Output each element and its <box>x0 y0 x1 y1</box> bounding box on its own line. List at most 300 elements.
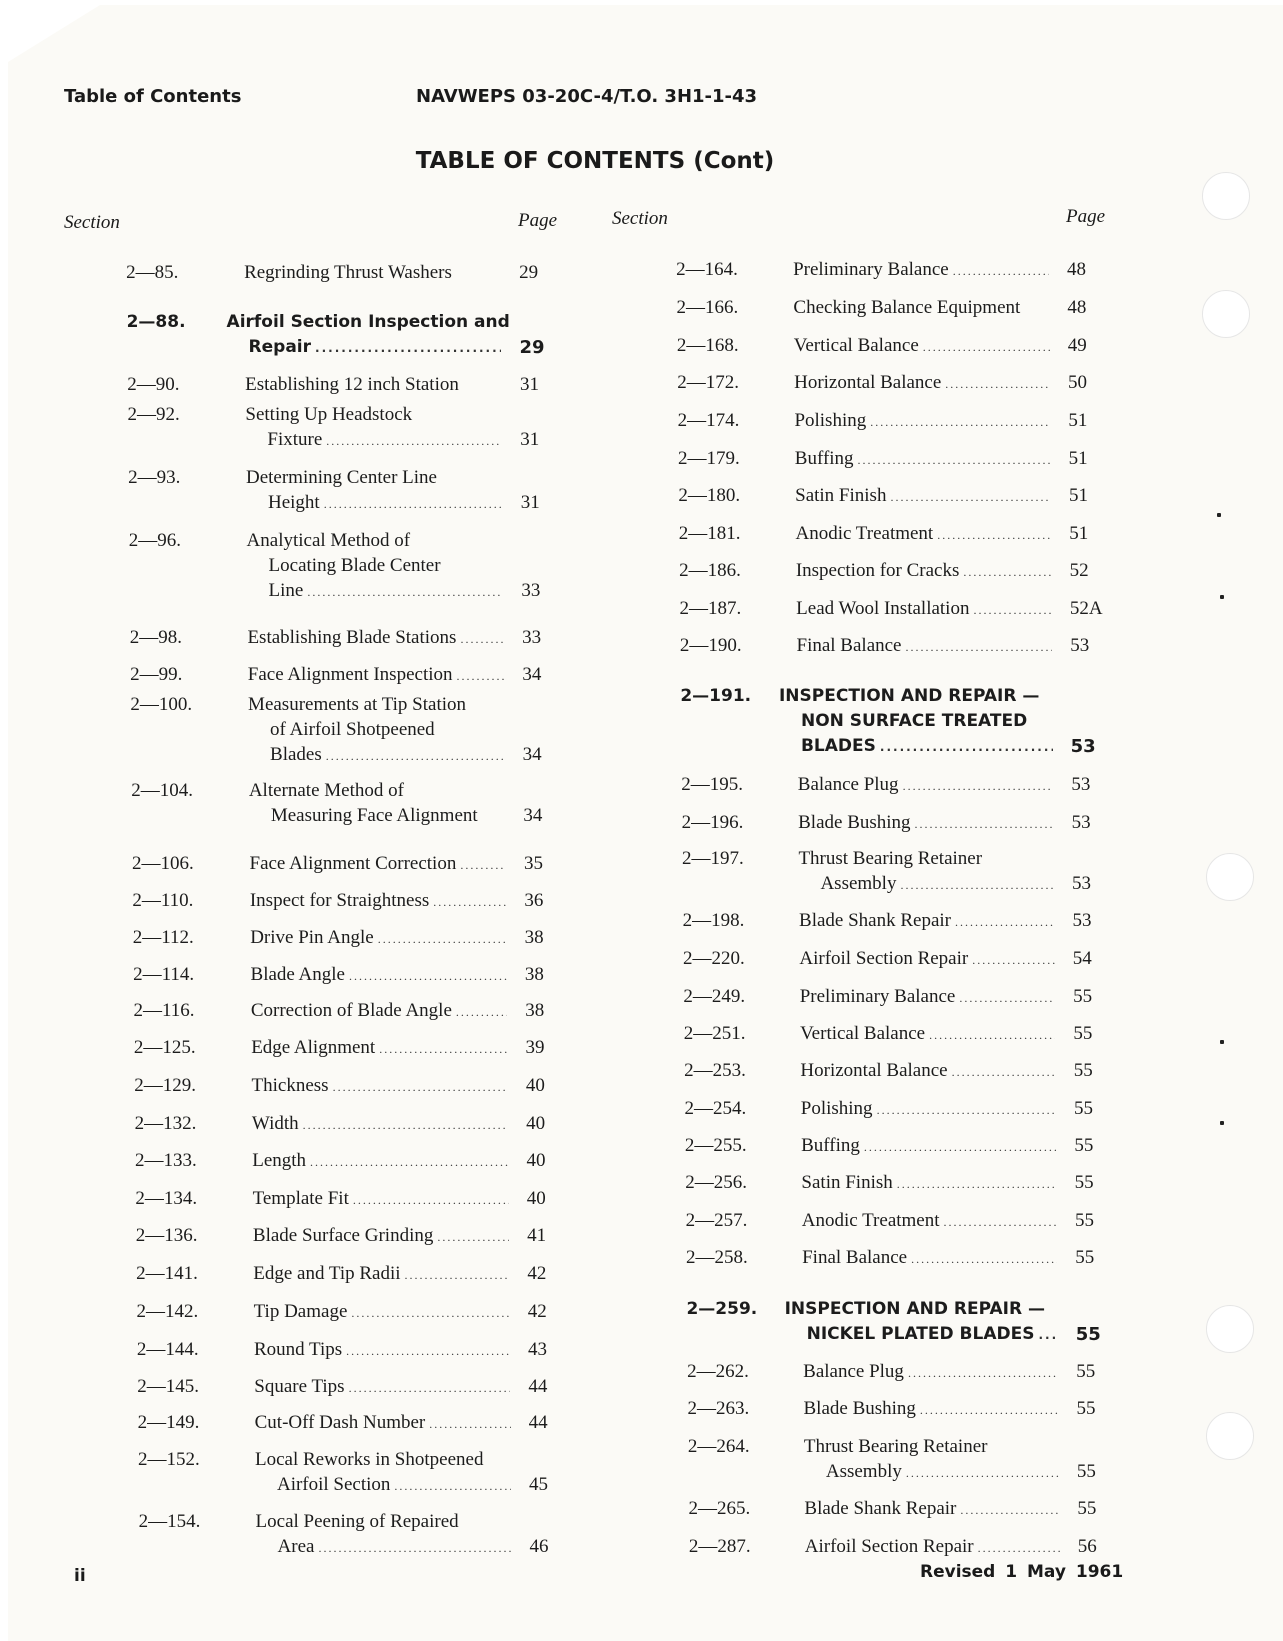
dot-leader <box>959 986 1055 1011</box>
toc-page-number: 31 <box>520 492 540 513</box>
dot-leader <box>915 812 1054 837</box>
toc-title-line: Blades <box>270 744 322 765</box>
toc-entry-title <box>802 1208 1061 1235</box>
dot-leader <box>929 1023 1055 1048</box>
toc-page-number: 29 <box>519 337 545 358</box>
toc-section-number: 2—154. <box>138 1511 201 1532</box>
toc-title-line: Blade Bushing <box>803 1398 916 1419</box>
toc-title-line: Thrust Bearing Retainer <box>803 1436 988 1457</box>
toc-title-line: Measuring Face Alignment <box>270 805 478 826</box>
toc-page-number: 36 <box>524 890 544 911</box>
toc-entry-title <box>252 1148 512 1175</box>
toc-page-number: 40 <box>526 1150 546 1171</box>
toc-section-number: 2—197. <box>681 848 744 869</box>
toc-page-number: 50 <box>1068 372 1087 393</box>
toc-title-line: INSPECTION AND REPAIR — <box>778 686 1040 706</box>
toc-page-number: 38 <box>525 1000 545 1021</box>
toc-page-number: 51 <box>1068 485 1088 506</box>
page-number: ii <box>74 1566 86 1586</box>
toc-entry-title <box>226 310 510 361</box>
toc-entry-title <box>252 1073 512 1100</box>
toc-section-number: 2—254. <box>684 1098 747 1119</box>
dot-leader <box>877 1098 1056 1123</box>
dot-leader <box>944 1210 1057 1235</box>
toc-section-number: 2—186. <box>679 560 741 581</box>
toc-page-number: 52 <box>1069 560 1089 581</box>
dot-leader <box>353 1188 509 1213</box>
toc-page-number: 55 <box>1075 1324 1101 1345</box>
toc-section-number: 2—168. <box>676 335 739 356</box>
toc-title-line: Vertical Balance <box>793 335 919 356</box>
toc-title-line: Balance Plug <box>803 1361 904 1382</box>
dot-leader <box>864 1135 1056 1160</box>
toc-entry-title <box>250 851 510 878</box>
dot-leader <box>405 1263 510 1288</box>
toc-entry-title <box>799 908 1058 935</box>
toc-entry-title <box>253 1186 513 1213</box>
toc-page-number: 42 <box>527 1301 547 1322</box>
dot-leader <box>326 429 502 454</box>
toc-title-line: Establishing Blade Stations <box>247 627 457 648</box>
dot-leader <box>858 448 1051 473</box>
toc-title-line: Thrust Bearing Retainer <box>798 848 983 869</box>
toc-section-number: 2—256. <box>685 1172 747 1193</box>
binder-hole <box>1202 290 1250 338</box>
toc-entry-title <box>804 1396 1063 1423</box>
toc-entry-title <box>248 662 509 689</box>
dot-leader <box>378 927 507 952</box>
toc-entry-title <box>794 370 1054 397</box>
toc-page-number: 38 <box>524 927 544 948</box>
toc-page-number: 44 <box>528 1376 548 1397</box>
page-title: TABLE OF CONTENTS (Cont) <box>415 148 775 174</box>
binding-mark <box>1220 595 1224 599</box>
toc-title-line: Polishing <box>800 1098 873 1119</box>
toc-title-line: Assembly <box>820 873 897 894</box>
toc-title-line: Blade Shank Repair <box>804 1498 957 1519</box>
toc-section-number: 2—116. <box>133 1000 195 1021</box>
toc-section-number: 2—195. <box>681 774 743 795</box>
dot-leader <box>906 1461 1059 1486</box>
dot-leader <box>978 1536 1060 1561</box>
toc-section-number: 2—134. <box>135 1188 198 1209</box>
toc-section-number: 2—187. <box>679 598 742 619</box>
toc-title-line: Establishing 12 inch Station <box>245 374 459 395</box>
toc-page-number: 55 <box>1074 1172 1094 1193</box>
toc-section-number: 2—149. <box>137 1412 200 1433</box>
toc-page-number: 56 <box>1077 1536 1097 1557</box>
toc-page-number: 55 <box>1076 1461 1096 1482</box>
toc-page-number: 55 <box>1073 986 1093 1007</box>
toc-section-number: 2—85. <box>126 262 179 283</box>
toc-section-number: 2—191. <box>680 686 752 706</box>
toc-section-number: 2—133. <box>134 1150 197 1171</box>
toc-section-number: 2—114. <box>133 964 195 985</box>
toc-entry-title <box>798 810 1058 837</box>
toc-entry-title <box>794 333 1054 360</box>
toc-entry-title <box>785 1297 1062 1348</box>
toc-title-line: Analytical Method of <box>246 530 411 551</box>
toc-title-line: Blade Surface Grinding <box>252 1225 434 1246</box>
dot-leader <box>303 1113 509 1138</box>
toc-entry-title <box>801 1133 1060 1160</box>
toc-section-number: 2—96. <box>128 530 182 551</box>
dot-leader <box>952 1060 1056 1085</box>
toc-title-line: Balance Plug <box>797 774 899 795</box>
toc-title-line: Round Tips <box>253 1339 343 1360</box>
toc-title-line: Polishing <box>794 410 867 431</box>
toc-title-line: Satin Finish <box>801 1172 893 1193</box>
toc-entry-title <box>251 1035 511 1062</box>
toc-entry-title <box>795 446 1055 473</box>
toc-title-line: Repair <box>248 337 312 357</box>
dot-leader <box>379 1037 507 1062</box>
toc-title-line: Inspection for Cracks <box>795 560 960 581</box>
toc-entry-title <box>796 558 1056 585</box>
dot-leader <box>324 492 503 517</box>
toc-page-number: 33 <box>522 627 542 648</box>
binder-hole <box>1202 172 1250 220</box>
toc-section-number: 2—141. <box>136 1263 198 1284</box>
toc-title-line: Square Tips <box>254 1376 345 1397</box>
binding-mark <box>1217 513 1221 517</box>
toc-section-number: 2—259. <box>686 1299 758 1319</box>
toc-entry-title <box>804 1434 1063 1486</box>
toc-entry-title <box>779 684 1057 760</box>
toc-title-line: BLADES <box>800 736 876 756</box>
toc-page-number: 38 <box>524 964 544 985</box>
dot-leader <box>880 735 1053 760</box>
toc-page-number: 31 <box>520 374 540 395</box>
toc-page-number: 49 <box>1067 335 1087 356</box>
toc-title-line: Tip Damage <box>253 1301 348 1322</box>
running-header-left: Table of Contents <box>64 86 242 107</box>
toc-page-number: 53 <box>1072 910 1092 931</box>
toc-entry-title <box>802 1245 1061 1272</box>
toc-page-number: 53 <box>1071 812 1091 833</box>
revision-date: Revised 1 May 1961 <box>920 1562 1124 1582</box>
toc-title-line: Inspect for Straightness <box>249 890 430 911</box>
toc-title-line: Preliminary Balance <box>799 986 956 1007</box>
toc-title-line: of Airfoil Shotpeened <box>270 719 435 740</box>
toc-section-number: 2—152. <box>137 1449 200 1470</box>
toc-title-line: Blade Bushing <box>798 812 911 833</box>
toc-entry-title <box>804 1496 1063 1523</box>
toc-title-line: Edge Alignment <box>251 1037 376 1058</box>
toc-page-number: 39 <box>525 1037 545 1058</box>
toc-page-number: 51 <box>1068 448 1088 469</box>
toc-entry-title <box>254 1374 514 1401</box>
toc-page-number: 34 <box>523 805 543 826</box>
toc-section-number: 2—132. <box>134 1113 197 1134</box>
toc-section-number: 2—174. <box>677 410 740 431</box>
toc-title-line: Locating Blade Center <box>268 555 441 576</box>
dot-leader <box>972 948 1055 973</box>
toc-title-line: Horizontal Balance <box>800 1060 948 1081</box>
toc-entry-title <box>800 1021 1059 1048</box>
dot-leader <box>351 1301 509 1326</box>
dot-leader <box>897 1172 1057 1197</box>
toc-page-number: 48 <box>1067 259 1087 280</box>
left-section-header: Section <box>64 212 120 233</box>
toc-entry-title <box>252 1111 512 1138</box>
dot-leader <box>973 598 1051 623</box>
toc-entry-title <box>251 998 511 1025</box>
toc-title-line: Checking Balance Equipment <box>793 297 1021 318</box>
toc-page-number: 55 <box>1077 1498 1097 1519</box>
toc-section-number: 2—264. <box>687 1436 750 1457</box>
toc-section-number: 2—179. <box>677 448 740 469</box>
dot-leader <box>870 410 1050 435</box>
toc-section-number: 2—144. <box>136 1339 199 1360</box>
toc-title-line: Preliminary Balance <box>793 259 949 280</box>
binding-mark <box>1220 1121 1224 1125</box>
toc-page-number: 40 <box>526 1113 546 1134</box>
toc-section-number: 2—253. <box>684 1060 746 1081</box>
binder-hole <box>1206 1305 1254 1353</box>
toc-page-number: 45 <box>528 1474 548 1495</box>
toc-page-number: 33 <box>521 580 541 601</box>
dot-leader <box>318 1536 511 1561</box>
dot-leader <box>908 1361 1058 1386</box>
toc-title-line: Airfoil Section <box>276 1474 391 1495</box>
toc-entry-title <box>253 1223 513 1250</box>
right-section-header: Section <box>612 208 668 229</box>
toc-section-number: 2—262. <box>687 1361 749 1382</box>
toc-entry-title <box>800 1058 1059 1085</box>
toc-title-line: Cut-Off Dash Number <box>254 1412 426 1433</box>
toc-page-number: 42 <box>527 1263 547 1284</box>
toc-section-number: 2—287. <box>688 1536 751 1557</box>
toc-entry-title <box>249 778 510 828</box>
toc-entry-title <box>246 465 507 517</box>
toc-section-number: 2—92. <box>127 404 180 425</box>
toc-title-line: Alternate Method of <box>248 780 404 801</box>
toc-title-line: Edge and Tip Radii <box>253 1263 401 1284</box>
toc-page-number: 55 <box>1073 1023 1093 1044</box>
toc-section-number: 2—166. <box>676 297 739 318</box>
toc-page-number: 40 <box>526 1188 546 1209</box>
dot-leader <box>457 664 505 689</box>
dot-leader <box>333 1075 508 1100</box>
dot-leader <box>460 853 506 878</box>
toc-page-number: 43 <box>528 1339 548 1360</box>
toc-entry-title <box>250 888 510 915</box>
toc-title-line: Length <box>252 1150 307 1171</box>
dot-leader <box>349 964 507 989</box>
dot-leader <box>307 580 503 605</box>
toc-entry-title <box>799 946 1058 973</box>
dot-leader <box>920 1398 1059 1423</box>
toc-title-line: Airfoil Section Repair <box>804 1536 974 1557</box>
toc-page-number: 41 <box>527 1225 547 1246</box>
dot-leader <box>394 1474 511 1499</box>
toc-section-number: 2—263. <box>687 1398 750 1419</box>
toc-entry-title <box>255 1410 515 1437</box>
toc-entry-title <box>796 596 1056 623</box>
toc-title-line: Fixture <box>267 429 323 450</box>
toc-title-line: Drive Pin Angle <box>250 927 374 948</box>
toc-title-line: Correction of Blade Angle <box>250 1000 452 1021</box>
toc-page-number: 53 <box>1071 873 1091 894</box>
toc-section-number: 2—257. <box>685 1210 748 1231</box>
dot-leader <box>460 627 504 652</box>
toc-title-line: Horizontal Balance <box>794 372 942 393</box>
toc-section-number: 2—125. <box>133 1037 196 1058</box>
toc-title-line: Local Peening of Repaired <box>255 1511 459 1532</box>
toc-page-number: 55 <box>1074 1210 1094 1231</box>
toc-page-number: 55 <box>1074 1098 1094 1119</box>
toc-page-number: 44 <box>528 1412 548 1433</box>
toc-section-number: 2—112. <box>132 927 194 948</box>
dot-leader <box>900 873 1054 898</box>
toc-title-line: NON SURFACE TREATED <box>800 711 1028 731</box>
toc-section-number: 2—110. <box>132 890 194 911</box>
toc-entry-title <box>256 1509 516 1561</box>
toc-page-number: 40 <box>525 1075 545 1096</box>
toc-title-line: Airfoil Section Repair <box>799 948 969 969</box>
toc-page-number: 55 <box>1074 1135 1094 1156</box>
dot-leader <box>437 1225 509 1250</box>
dot-leader <box>953 259 1049 284</box>
toc-title-line: Satin Finish <box>795 485 887 506</box>
toc-section-number: 2—136. <box>135 1225 198 1246</box>
toc-page-number: 53 <box>1070 635 1090 656</box>
dot-leader <box>310 1150 508 1175</box>
toc-page-number: 52A <box>1069 598 1103 619</box>
toc-entry-title <box>250 925 510 952</box>
toc-section-number: 2—106. <box>132 853 194 874</box>
toc-title-line: Template Fit <box>252 1188 349 1209</box>
toc-section-number: 2—180. <box>678 485 741 506</box>
toc-entry-title <box>244 260 505 285</box>
dot-leader <box>937 523 1051 548</box>
toc-section-number: 2—90. <box>127 374 180 395</box>
dot-leader <box>346 1339 510 1364</box>
toc-title-line: Final Balance <box>796 635 902 656</box>
toc-page-number: 31 <box>520 429 540 450</box>
toc-section-number: 2—100. <box>130 694 193 715</box>
dot-leader <box>960 1498 1059 1523</box>
dot-leader <box>456 1000 507 1025</box>
binder-hole <box>1206 853 1254 901</box>
toc-page-number: 51 <box>1068 410 1088 431</box>
toc-title-line: Line <box>268 580 304 601</box>
dot-leader <box>903 774 1054 799</box>
toc-section-number: 2—164. <box>676 259 738 280</box>
toc-title-line: Lead Wool Installation <box>796 598 970 619</box>
toc-entry-title <box>797 633 1057 660</box>
toc-entry-title <box>798 846 1058 898</box>
toc-title-line: Blade Angle <box>250 964 345 985</box>
toc-section-number: 2—220. <box>682 948 745 969</box>
toc-page-number: 55 <box>1075 1247 1095 1268</box>
toc-entry-title <box>801 1096 1060 1123</box>
toc-section-number: 2—129. <box>134 1075 196 1096</box>
toc-section-number: 2—265. <box>688 1498 751 1519</box>
dot-leader <box>945 372 1050 397</box>
toc-title-line: NICKEL PLATED BLADES <box>806 1324 1035 1344</box>
toc-section-number: 2—249. <box>683 986 746 1007</box>
toc-title-line: Assembly <box>825 1461 902 1482</box>
toc-entry-title <box>800 984 1059 1011</box>
dot-leader <box>911 1247 1057 1272</box>
toc-section-number: 2—93. <box>128 467 181 488</box>
dot-leader <box>315 336 501 361</box>
toc-page-number: 51 <box>1069 523 1089 544</box>
toc-title-line: Final Balance <box>802 1247 908 1268</box>
toc-page-number: 35 <box>524 853 543 874</box>
toc-entry-title <box>254 1337 514 1364</box>
toc-section-number: 2—88. <box>126 312 186 332</box>
running-header-center: NAVWEPS 03-20C-4/T.O. 3H1-1-43 <box>416 86 758 107</box>
dot-leader <box>955 910 1054 935</box>
dot-leader <box>349 1376 511 1401</box>
dot-leader <box>433 890 506 915</box>
toc-title-line: INSPECTION AND REPAIR — <box>784 1299 1045 1319</box>
toc-title-line: Local Reworks in Shotpeened <box>254 1449 484 1470</box>
toc-section-number: 2—104. <box>131 780 194 801</box>
toc-page-number: 55 <box>1076 1398 1096 1419</box>
toc-entry-title <box>794 408 1054 435</box>
toc-section-number: 2—255. <box>684 1135 747 1156</box>
binder-hole <box>1206 1412 1254 1460</box>
toc-title-line: Anodic Treatment <box>801 1210 940 1231</box>
toc-title-line: Buffing <box>794 448 854 469</box>
toc-title-line: Vertical Balance <box>800 1023 926 1044</box>
toc-entry-title <box>254 1299 514 1326</box>
binding-mark <box>1220 1040 1224 1044</box>
dot-leader <box>890 485 1050 510</box>
toc-entry-title <box>247 625 508 652</box>
toc-page-number: 54 <box>1072 948 1092 969</box>
dot-leader <box>326 744 505 769</box>
toc-entry-title <box>801 1170 1060 1197</box>
toc-entry-title <box>255 1447 515 1499</box>
left-page-header: Page <box>518 210 558 231</box>
toc-title-line: Width <box>251 1113 299 1134</box>
toc-section-number: 2—196. <box>681 812 744 833</box>
toc-entry-title <box>795 521 1055 548</box>
toc-title-line: Blade Shank Repair <box>799 910 951 931</box>
toc-section-number: 2—145. <box>137 1376 199 1397</box>
dot-leader <box>1038 1323 1057 1348</box>
toc-title-line: Buffing <box>801 1135 860 1156</box>
toc-title-line: Determining Center Line <box>245 467 437 488</box>
toc-entry-title <box>795 483 1055 510</box>
toc-entry-title <box>245 402 506 454</box>
toc-section-number: 2—99. <box>130 664 183 685</box>
toc-page-number: 53 <box>1070 736 1096 757</box>
toc-entry-title <box>251 962 511 989</box>
toc-page-number: 48 <box>1067 297 1087 318</box>
toc-title-line: Face Alignment Correction <box>249 853 457 874</box>
toc-title-line: Regrinding Thrust Washers <box>244 262 452 283</box>
toc-page-number: 46 <box>529 1536 549 1557</box>
toc-page-number: 29 <box>519 262 539 283</box>
dot-leader <box>923 335 1050 360</box>
toc-title-line: Area <box>277 1536 315 1557</box>
toc-entry-title <box>793 295 1053 320</box>
toc-section-number: 2—198. <box>682 910 745 931</box>
toc-title-line: Thickness <box>251 1075 329 1096</box>
toc-section-number: 2—142. <box>136 1301 199 1322</box>
toc-section-number: 2—190. <box>679 635 742 656</box>
toc-page-number: 34 <box>522 664 542 685</box>
dot-leader <box>906 635 1053 660</box>
toc-entry-title <box>247 528 508 605</box>
toc-section-number: 2—98. <box>129 627 182 648</box>
